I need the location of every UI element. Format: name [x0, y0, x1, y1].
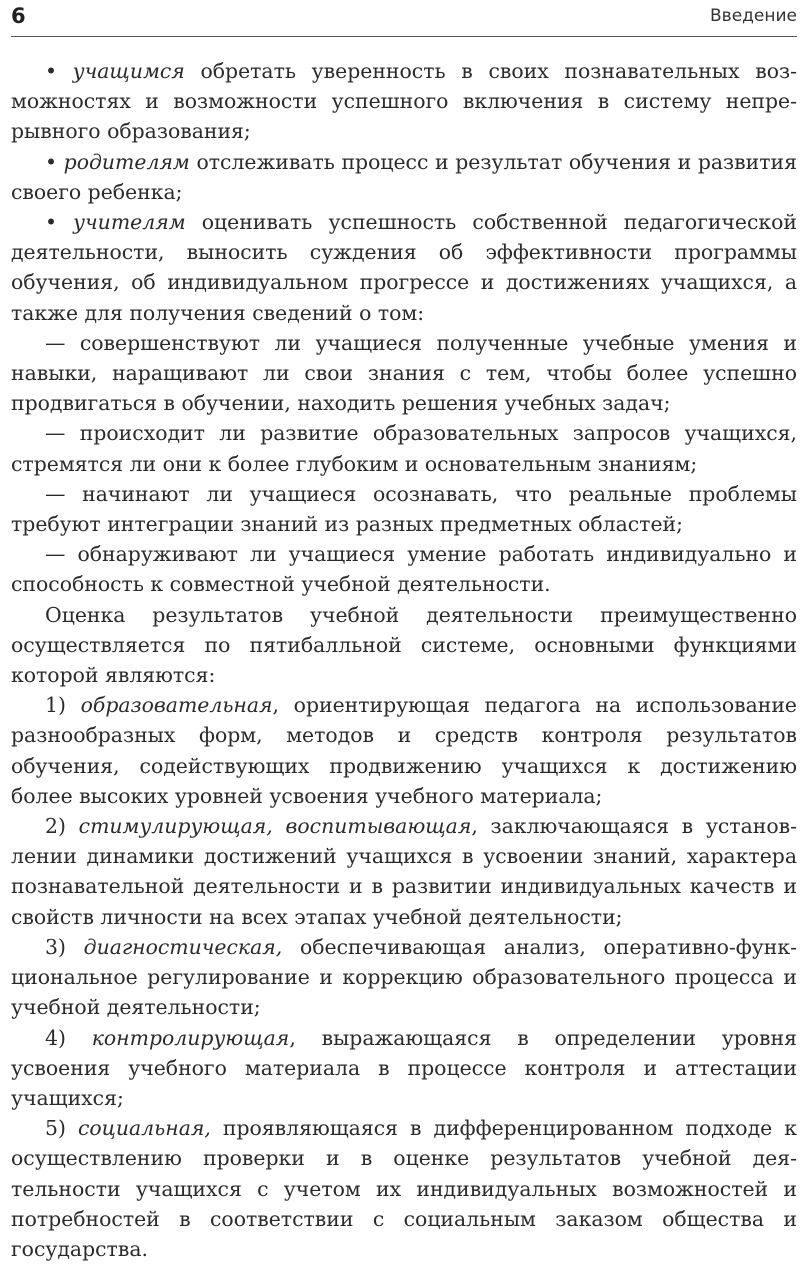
- paragraph: [11, 539, 797, 599]
- paragraph-text: — происходит ли развитие образовательных запросов учащихся, стремятся ли они к более глубоким и основательным знаниям;: [11, 421, 797, 476]
- paragraph-text: — начинают ли учащиеся осознавать, что реальные проблемы требуют интеграции знаний из разных предметных областей;: [11, 481, 797, 537]
- list-number: 1): [45, 693, 81, 718]
- header-divider: [11, 36, 797, 37]
- paragraph: [11, 600, 797, 691]
- italic-term: диагностическая,: [83, 934, 283, 959]
- page-header: [11, 4, 797, 38]
- paragraph-text: , ориентирующая педагога на использование разнообразных форм, методов и средств контроля результатов обучения, содействующих продвижению учащихся к достижению более высоких уровней усвоения учебного материала;: [11, 693, 797, 808]
- page-body: [11, 56, 797, 1264]
- paragraph: [11, 56, 797, 147]
- italic-term: контролирующая: [91, 1025, 290, 1050]
- italic-term: учителям: [73, 210, 186, 235]
- running-title: Введение: [710, 6, 797, 26]
- paragraph: [11, 811, 797, 932]
- paragraph: [11, 207, 797, 328]
- paragraph: [11, 1113, 797, 1264]
- paragraph-text: проявляющаяся в дифференцированном подходе к осуществлению проверки и в оценке результатов учебной деятельности учащихся с учетом их индивидуальных возможностей и потребностей в соответствии с социальным заказом общества и государства.: [11, 1116, 797, 1261]
- bullet-marker: •: [45, 149, 64, 174]
- paragraph-text: Оценка результатов учебной деятельности преимущественно осуществляется по пятибалльной системе, основными функциями которой являются:: [11, 602, 797, 688]
- italic-term: стимулирующая, воспитывающая: [78, 814, 472, 839]
- paragraph: [11, 147, 797, 207]
- paragraph-text: отслеживать процесс и результат обучения и развития своего ребенка;: [11, 149, 797, 204]
- paragraph-text: — обнаруживают ли учащиеся умение работать индивидуально и способность к совместной учебной деятельности.: [11, 542, 797, 597]
- paragraph: [11, 479, 797, 539]
- paragraph-text: — совершенствуют ли учащиеся полученные учебные умения и навыки, наращивают ли свои знания с тем, чтобы более успешно продвигаться в обучении, находить решения учебных задач;: [11, 330, 797, 416]
- italic-term: родителям: [63, 149, 190, 174]
- bullet-marker: •: [45, 59, 73, 83]
- list-number: 3): [45, 934, 84, 959]
- paragraph-text: оценивать успешность собственной педагогической деятельности, выносить суждения об эффективности программы обучения, об индивидуальном прогрессе и достижениях учащихся, а также для получения сведений о том:: [11, 210, 797, 325]
- italic-term: образовательная: [80, 693, 273, 718]
- bullet-marker: •: [45, 210, 74, 235]
- paragraph: [11, 690, 797, 811]
- page-number: 6: [11, 4, 26, 28]
- paragraph: [11, 328, 797, 419]
- paragraph-text: , заключающаяся в установлении динамики достижений учащихся в усвоении знаний, характера познавательной деятельности и в развитии индивидуальных качеств и свойств личности на всех этапах учебной деятельности;: [11, 814, 797, 929]
- paragraph: [11, 1023, 797, 1114]
- paragraph: [11, 418, 797, 478]
- list-number: 5): [45, 1116, 78, 1141]
- italic-term: социальная,: [77, 1116, 211, 1141]
- paragraph-text: обеспечивающая анализ, оперативно-функциональное регулирование и коррекцию образовательного процесса и учебной деятельности;: [11, 934, 797, 1020]
- paragraph-text: обретать уверенность в своих познавательных возможностях и возможности успешного включения в систему непрерывного образования;: [11, 59, 797, 144]
- list-number: 2): [45, 814, 79, 839]
- italic-term: учащимся: [72, 59, 185, 83]
- paragraph: [11, 932, 797, 1023]
- paragraph-text: , выражающаяся в определении уровня усвоения учебного материала в процессе контроля и аттестации учащихся;: [11, 1025, 797, 1110]
- list-number: 4): [45, 1025, 92, 1050]
